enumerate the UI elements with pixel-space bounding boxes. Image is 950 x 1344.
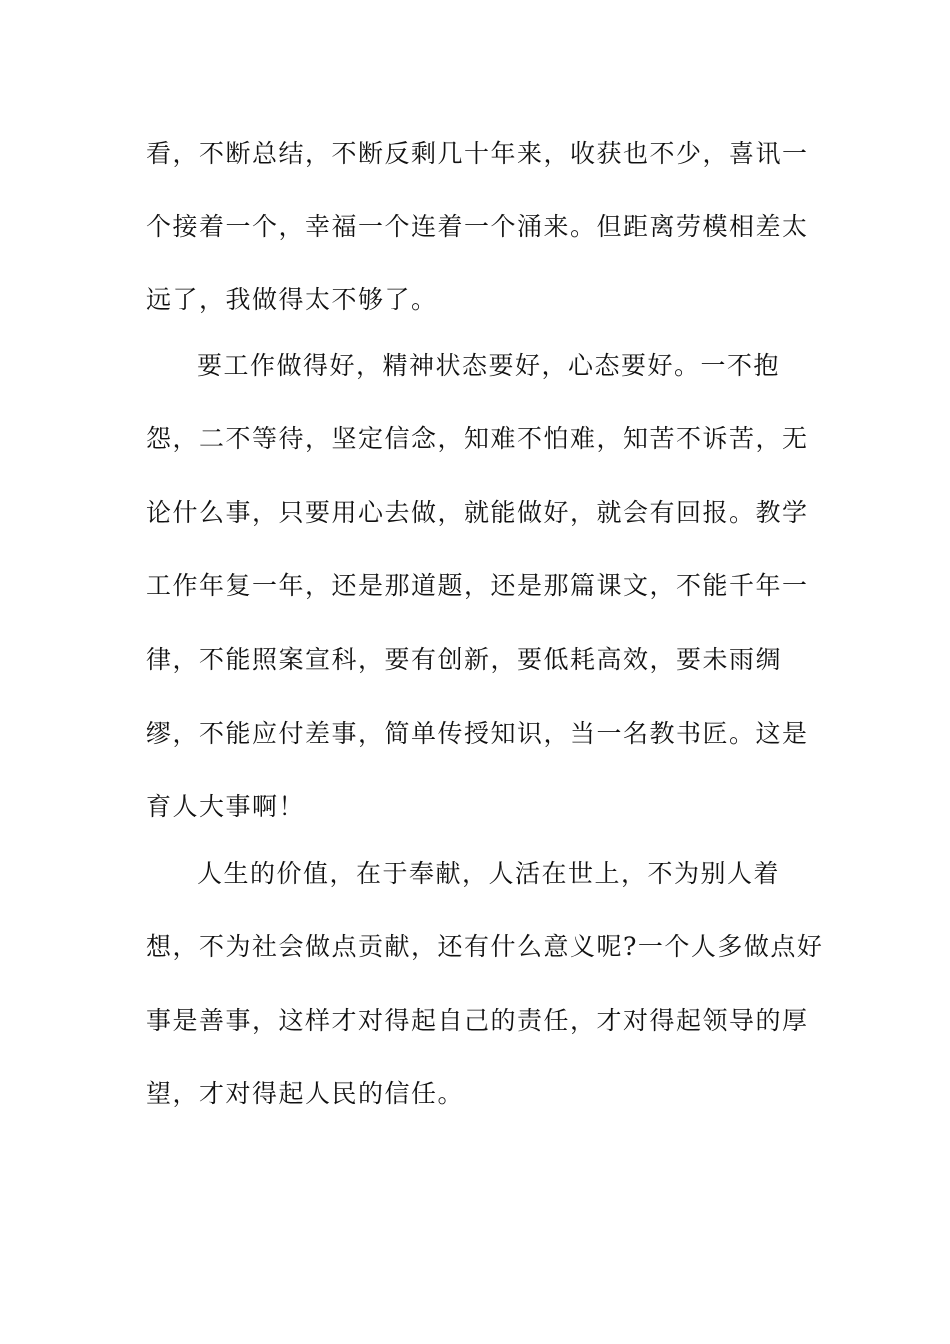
text-line: 个接着一个，幸福一个连着一个涌来。但距离劳模相差太 bbox=[146, 212, 809, 241]
text-line: 论什么事，只要用心去做，就能做好，就会有回报。教学 bbox=[146, 498, 809, 527]
text-line: 育人大事啊！ bbox=[146, 792, 306, 821]
text-line: 律，不能照案宣科，要有创新，要低耗高效，要未雨绸 bbox=[146, 645, 783, 674]
text-line: 远了，我做得太不够了。 bbox=[146, 285, 438, 314]
paragraph-start-line: 人生的价值，在于奉献，人活在世上，不为别人着 bbox=[197, 859, 781, 888]
text-line: 看，不断总结，不断反剩几十年来，收获也不少，喜讯一 bbox=[146, 139, 809, 168]
text-line: 事是善事，这样才对得起自己的责任，才对得起领导的厚 bbox=[146, 1006, 809, 1035]
text-line: 想，不为社会做点贡献，还有什么意义呢?一个人多做点好 bbox=[146, 932, 824, 961]
paragraph-start-line: 要工作做得好，精神状态要好，心态要好。一不抱 bbox=[197, 351, 781, 380]
text-line: 缪，不能应付差事，简单传授知识，当一名教书匠。这是 bbox=[146, 719, 809, 748]
text-line: 工作年复一年，还是那道题，还是那篇课文，不能千年一 bbox=[146, 571, 809, 600]
text-line: 望，才对得起人民的信任。 bbox=[146, 1079, 465, 1108]
text-line: 怨，二不等待，坚定信念，知难不怕难，知苦不诉苦，无 bbox=[146, 424, 809, 453]
